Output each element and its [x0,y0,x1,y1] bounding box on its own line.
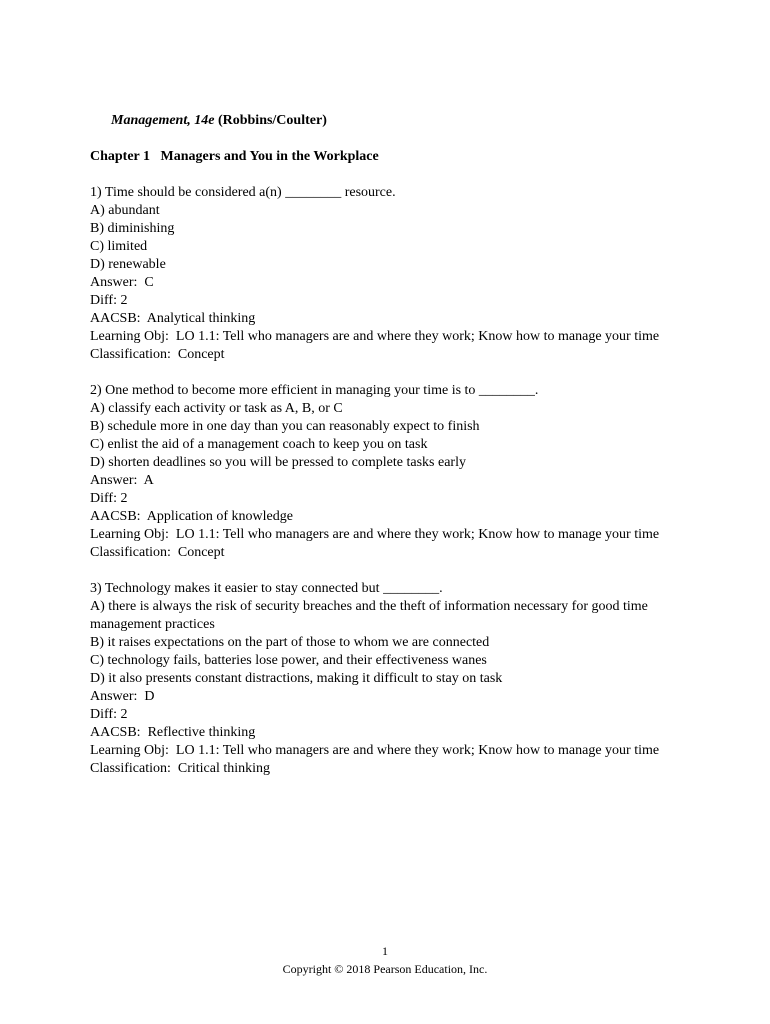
aacsb: AACSB: Analytical thinking [90,311,256,326]
answer-option: B) it raises expectations on the part of those to whom we are connected [90,635,490,650]
answer-option: D) it also presents constant distractions, making it difficult to stay on task [90,671,503,686]
classification: Classification: Critical thinking [90,761,271,776]
question-block [90,382,690,562]
difficulty: Diff: 2 [90,707,128,722]
question-text: 3) Technology makes it easier to stay connected but ________. [90,581,443,596]
question-text: 1) Time should be considered a(n) ________ resource. [90,185,396,200]
difficulty: Diff: 2 [90,293,128,308]
learning-objective: Learning Obj: LO 1.1: Tell who managers are and where they work; Know how to manage your time [90,527,660,542]
answer-option: D) shorten deadlines so you will be pressed to complete tasks early [90,455,466,470]
learning-objective: Learning Obj: LO 1.1: Tell who managers are and where they work; Know how to manage your time [90,743,660,758]
answer-key: Answer: C [90,275,154,290]
answer-option: A) abundant [90,203,160,218]
answer-key: Answer: D [90,689,155,704]
aacsb: AACSB: Reflective thinking [90,725,256,740]
answer-option: C) enlist the aid of a management coach to keep you on task [90,437,428,452]
difficulty: Diff: 2 [90,491,128,506]
book-heading [90,94,690,148]
question-block [90,580,690,778]
classification: Classification: Concept [90,347,225,362]
spacer [90,364,690,382]
spacer [90,562,690,580]
copyright-notice: Copyright © 2018 Pearson Education, Inc. [282,962,488,976]
classification: Classification: Concept [90,545,225,560]
aacsb: AACSB: Application of knowledge [90,509,293,524]
question-block [90,184,690,364]
answer-option: C) limited [90,239,148,254]
book-title: Management, 14e [111,113,215,128]
page-content [90,94,690,778]
question-text: 2) One method to become more efficient in managing your time is to ________. [90,383,539,398]
chapter-title: Chapter 1 Managers and You in the Workplace [90,149,379,164]
answer-option: A) there is always the risk of security breaches and the theft of information necessary for good time management practices [90,599,652,632]
answer-option: B) diminishing [90,221,175,236]
answer-option: C) technology fails, batteries lose power, and their effectiveness wanes [90,653,487,668]
learning-objective: Learning Obj: LO 1.1: Tell who managers are and where they work; Know how to manage your time [90,329,660,344]
answer-option: D) renewable [90,257,166,272]
spacer [90,166,690,184]
answer-option: B) schedule more in one day than you can reasonably expect to finish [90,419,480,434]
book-authors: (Robbins/Coulter) [214,113,327,128]
answer-option: A) classify each activity or task as A, B, or C [90,401,343,416]
page-number: 1 [382,944,388,958]
answer-key: Answer: A [90,473,154,488]
